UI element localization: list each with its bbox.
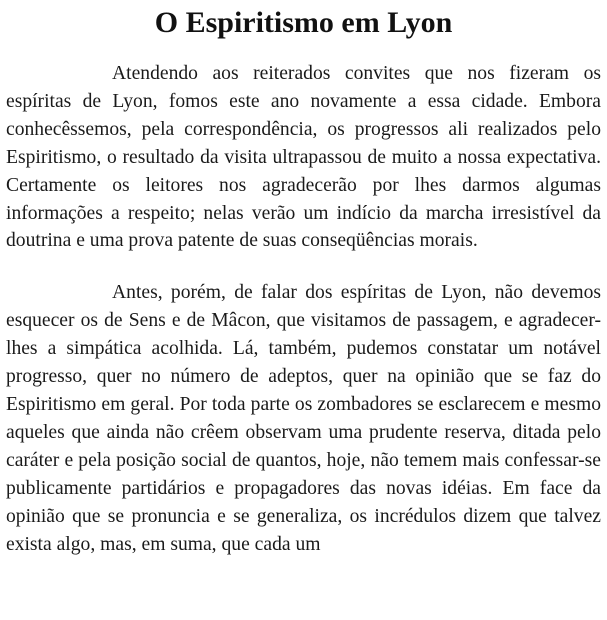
- page-title: O Espiritismo em Lyon: [154, 6, 453, 39]
- paragraph-2: Antes, porém, de falar dos espíritas de Lyon, não devemos esquecer os de Sens e de Mâcon, que visitamos de passagem, e agradecer-lhes a simpática acolhida. Lá, também, pudemos constatar um notável progresso, quer no número de adeptos, quer na opinião que se faz do Espiritismo em geral. Por toda parte os zombadores se esclarecem e mesmo aqueles que ainda não crêem observam uma prudente reserva, ditada pelo caráter e pela posição social de quantos, hoje, não temem mais confessar-se publicamente partidários e propagadores das novas idéias. Em face da opinião que se pronuncia e se generaliza, os incrédulos dizem que talvez exista algo, mas, em suma, que cada um: [6, 282, 601, 555]
- paragraph-1: Atendendo aos reiterados convites que nos fizeram os espíritas de Lyon, fomos este ano novamente a essa cidade. Embora conhecêssemos, pela correspondência, os progressos ali realizados pelo Espiritismo, o resultado da visita ultrapassou de muito a nossa expectativa. Certamente os leitores nos agradecerão por lhes darmos algumas informações a respeito; nelas verão um indício da marcha irresistível da doutrina e uma prova patente de suas conseqüências morais.: [6, 63, 601, 252]
